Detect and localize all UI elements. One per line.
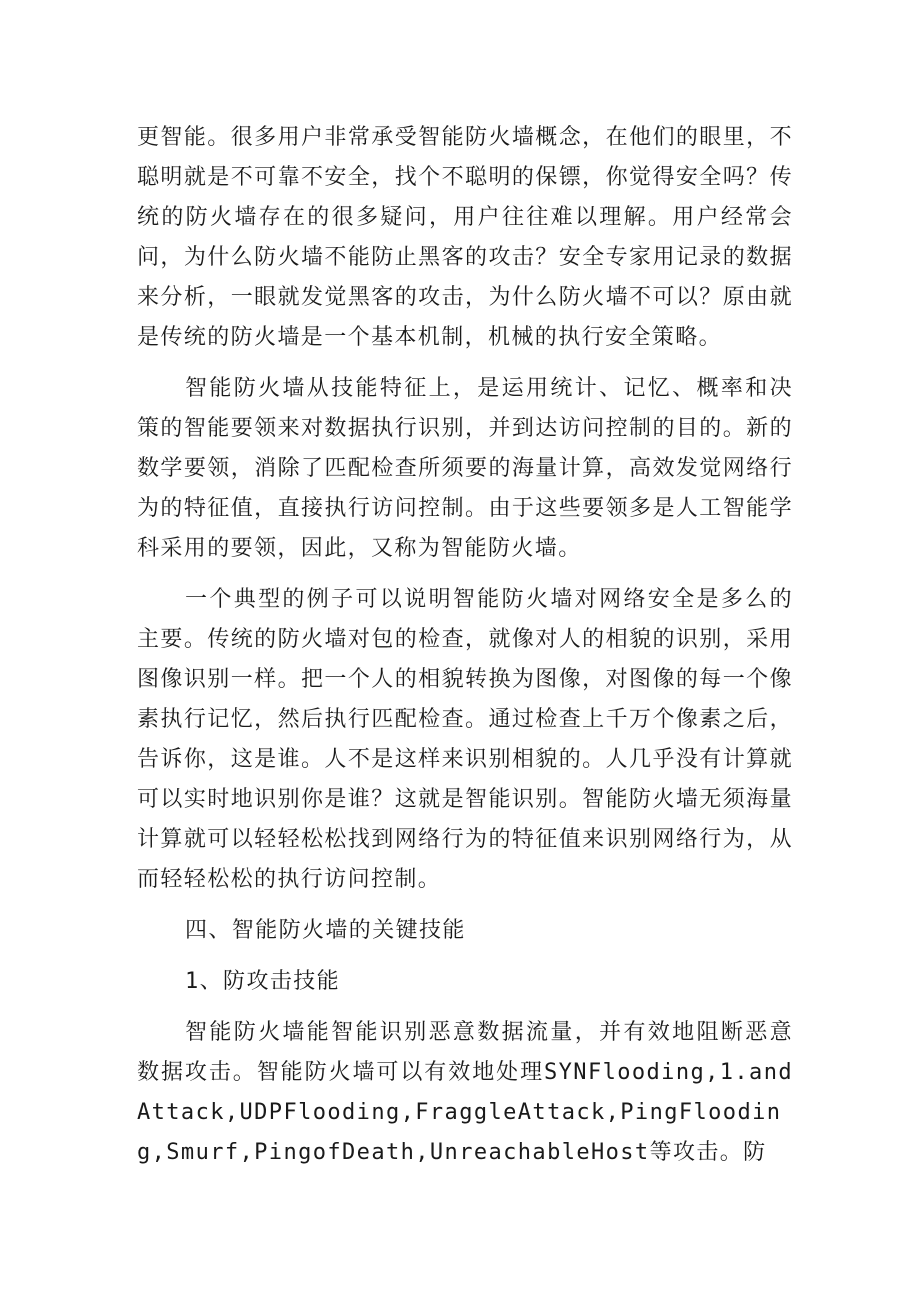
paragraph-anti-attack: 智能防火墙能智能识别恶意数据流量，并有效地阻断恶意数据攻击。智能防火墙可以有效地处理SYNFlooding,1.andAttack,UDPFlooding,FraggleAttack,PingFlooding,Smurf,PingofDeath,UnreachableHost等攻击。防 [137,1020,793,1165]
paragraph-firewall-intelligence: 更智能。很多用户非常承受智能防火墙概念，在他们的眼里，不聪明就是不可靠不安全，找个不聪明的保镖，你觉得安全吗？传统的防火墙存在的很多疑问，用户往往难以理解。用户经常会问，为什么防火墙不能防止黑客的攻击？安全专家用记录的数据来分析，一眼就发觉黑客的攻击，为什么防火墙不可以？原由就是传统的防火墙是一个基本机制，机械的执行安全策略。 [137,125,793,350]
subsection-heading-anti-attack: 1、防攻击技能 [185,969,341,994]
section-heading-key-techniques: 四、智能防火墙的关键技能 [185,918,466,943]
paragraph-technical-features: 智能防火墙从技能特征上，是运用统计、记忆、概率和决策的智能要领来对数据执行识别，并到达访问控制的目的。新的数学要领，消除了匹配检查所须要的海量计算，高效发觉网络行为的特征值，直接执行访问控制。由于这些要领多是人工智能学科采用的要领，因此，又称为智能防火墙。 [137,376,793,561]
paragraph-typical-example: 一个典型的例子可以说明智能防火墙对网络安全是多么的主要。传统的防火墙对包的检查，就像对人的相貌的识别，采用图像识别一样。把一个人的相貌转换为图像，对图像的每一个像素执行记忆，然后执行匹配检查。通过检查上千万个像素之后，告诉你，这是谁。人不是这样来识别相貌的。人几乎没有计算就可以实时地识别你是谁？这就是智能识别。智能防火墙无须海量计算就可以轻轻松松找到网络行为的特征值来识别网络行为，从而轻轻松松的执行访问控制。 [137,587,793,892]
document-body [137,118,793,1173]
